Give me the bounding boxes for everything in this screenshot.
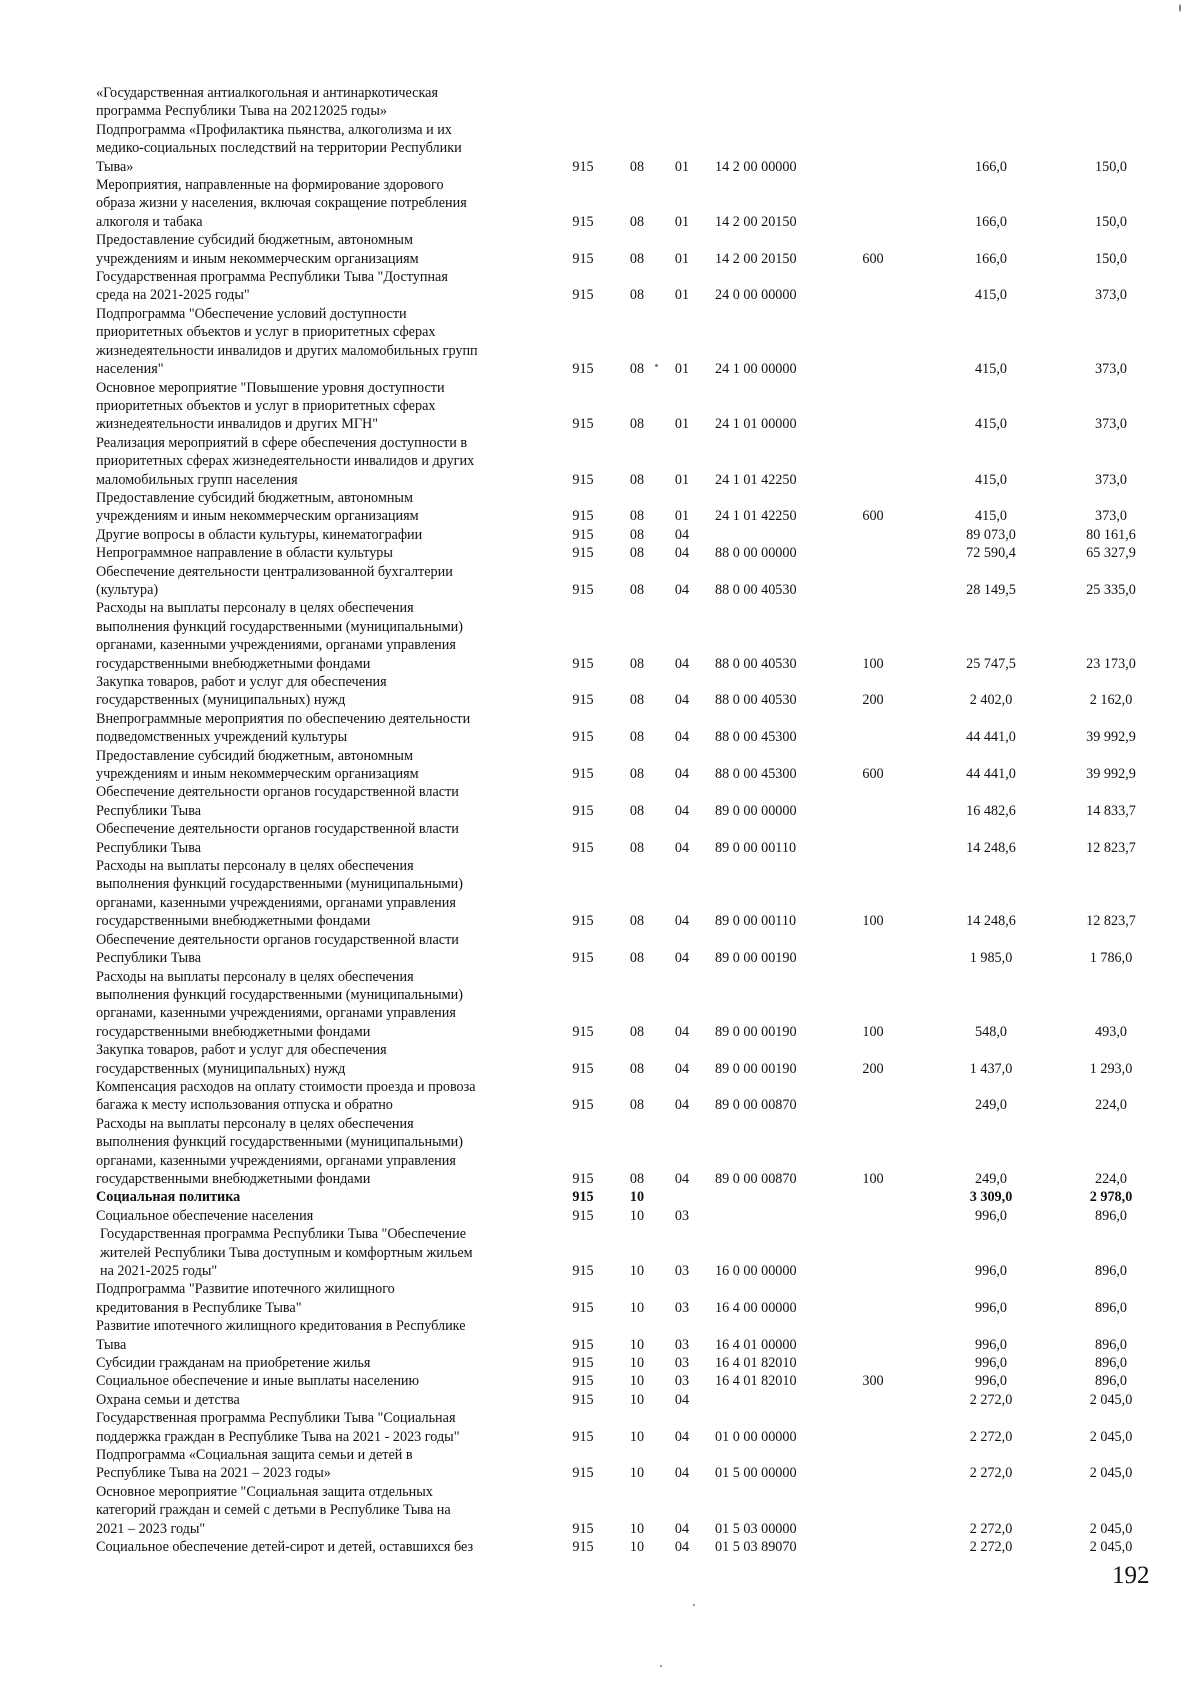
section-code: 08 xyxy=(629,1060,645,1077)
subsection-code: 01 xyxy=(674,508,690,525)
section-code: 10 xyxy=(629,1428,645,1445)
table-row xyxy=(96,84,1156,121)
subsection-code: 03 xyxy=(674,1299,690,1316)
expense-type-code: 100 xyxy=(862,1170,884,1187)
section-code: 08 xyxy=(629,950,645,967)
table-row xyxy=(96,1317,1156,1354)
target-article-code: 89 0 00 00000 xyxy=(715,802,797,819)
target-article-code: 88 0 00 40530 xyxy=(715,655,797,672)
admin-code: 915 xyxy=(572,1465,594,1482)
row-description: Подпрограмма «Профилактика пьянства, алкоголизма и их медико-социальных последствий на территории Республики Тыва» xyxy=(96,121,462,175)
table-row xyxy=(96,931,1156,968)
row-description: Мероприятия, направленные на формирование здорового образа жизни у населения, включая сокращение потребления алкоголя и табака xyxy=(96,177,467,230)
amount-2023: 2 978,0 xyxy=(1089,1189,1133,1206)
amount-2022: 44 441,0 xyxy=(966,729,1016,746)
section-code: 08 xyxy=(629,471,645,488)
admin-code: 915 xyxy=(572,250,594,267)
admin-code: 915 xyxy=(572,1060,594,1077)
row-description: Государственная программа Республики Тыва "Обеспечение жителей Республики Тыва доступным и комфортным жильем на 2021-2025 годы" xyxy=(100,1226,473,1279)
amount-2022: 2 272,0 xyxy=(969,1428,1013,1445)
section-code: 08 xyxy=(629,508,645,525)
budget-table xyxy=(96,84,1156,1557)
admin-code: 915 xyxy=(572,1391,594,1408)
section-code: 08 xyxy=(629,802,645,819)
subsection-code: 04 xyxy=(674,545,690,562)
amount-2023: 39 992,9 xyxy=(1086,766,1136,783)
subsection-code: 04 xyxy=(674,729,690,746)
subsection-code: 01 xyxy=(674,287,690,304)
amount-2023: 65 327,9 xyxy=(1086,545,1136,562)
row-description: Социальное обеспечение и иные выплаты населению xyxy=(96,1373,420,1390)
amount-2023: 896,0 xyxy=(1095,1207,1127,1224)
table-row xyxy=(96,526,1156,544)
table-row xyxy=(96,1391,1156,1409)
admin-code: 915 xyxy=(572,802,594,819)
section-code: 08 xyxy=(629,913,645,930)
admin-code: 915 xyxy=(572,913,594,930)
target-article-code: 14 2 00 20150 xyxy=(715,250,797,267)
amount-2022: 415,0 xyxy=(975,471,1007,488)
row-description: Субсидии гражданам на приобретение жилья xyxy=(96,1355,371,1372)
amount-2023: 1 293,0 xyxy=(1089,1060,1133,1077)
amount-2022: 72 590,4 xyxy=(966,545,1016,562)
expense-type-code: 100 xyxy=(862,913,884,930)
admin-code: 915 xyxy=(572,1023,594,1040)
subsection-code: 01 xyxy=(674,416,690,433)
target-article-code: 89 0 00 00870 xyxy=(715,1170,797,1187)
amount-2023: 2 045,0 xyxy=(1089,1391,1133,1408)
expense-type-code: 100 xyxy=(862,1023,884,1040)
target-article-code: 88 0 00 40530 xyxy=(715,581,797,598)
amount-2022: 996,0 xyxy=(975,1263,1007,1279)
target-article-code: 88 0 00 40530 xyxy=(715,692,797,709)
section-code: 08 xyxy=(629,1170,645,1187)
section-code: 10 xyxy=(629,1539,645,1556)
section-code: 08 xyxy=(629,1097,645,1114)
row-description: Охрана семьи и детства xyxy=(96,1391,240,1408)
amount-2022: 249,0 xyxy=(975,1170,1007,1187)
row-description: Социальное обеспечение детей-сирот и детей, оставшихся без xyxy=(96,1539,474,1556)
expense-type-code: 600 xyxy=(862,508,884,525)
amount-2023: 150,0 xyxy=(1095,213,1127,230)
row-description: Непрограммное направление в области культуры xyxy=(96,545,393,562)
table-row xyxy=(96,710,1156,747)
subsection-code: 04 xyxy=(674,1428,690,1445)
table-row xyxy=(96,1483,1156,1538)
amount-2022: 14 248,6 xyxy=(966,913,1016,930)
amount-2022: 89 073,0 xyxy=(966,526,1016,543)
table-row xyxy=(96,1354,1156,1372)
amount-2023: 23 173,0 xyxy=(1086,655,1136,672)
row-description: Расходы на выплаты персоналу в целях обеспечения выполнения функций государственными (муниципальными) органами, казенными учреждениями, органами управления государственными внебюджетными фондами xyxy=(96,858,463,930)
admin-code: 915 xyxy=(572,545,594,562)
subsection-code: 04 xyxy=(674,1520,690,1537)
subsection-code: 01 xyxy=(674,471,690,488)
row-description: Внепрограммные мероприятия по обеспечению деятельности подведомственных учреждений культуры xyxy=(96,710,471,746)
subsection-code: 04 xyxy=(674,839,690,856)
row-description: Государственная программа Республики Тыва "Доступная среда на 2021-2025 годы" xyxy=(96,269,448,304)
table-row xyxy=(96,305,1156,379)
admin-code: 915 xyxy=(572,1189,594,1206)
section-code: 08 xyxy=(629,729,645,746)
subsection-code: 04 xyxy=(674,766,690,783)
table-row xyxy=(96,747,1156,784)
amount-2022: 16 482,6 xyxy=(966,802,1016,819)
subsection-code: 04 xyxy=(674,1023,690,1040)
row-description: Реализация мероприятий в сфере обеспечения доступности в приоритетных сферах жизнедеятельности инвалидов и других маломобильных групп населения xyxy=(96,434,475,488)
admin-code: 915 xyxy=(572,213,594,230)
section-code: 08 xyxy=(629,250,645,267)
amount-2022: 1 985,0 xyxy=(969,950,1013,967)
section-code: 08 xyxy=(629,766,645,783)
row-description: Предоставление субсидий бюджетным, автономным учреждениям и иным некоммерческим организациям xyxy=(96,232,419,267)
amount-2023: 14 833,7 xyxy=(1086,802,1136,819)
admin-code: 915 xyxy=(572,839,594,856)
subsection-code: 04 xyxy=(674,581,690,598)
row-description: Обеспечение деятельности органов государственной власти Республики Тыва xyxy=(96,931,459,967)
table-row xyxy=(96,673,1156,710)
subsection-code: 01 xyxy=(674,250,690,267)
amount-2023: 2 045,0 xyxy=(1089,1428,1133,1445)
target-article-code: 88 0 00 45300 xyxy=(715,729,797,746)
row-description: Закупка товаров, работ и услуг для обеспечения государственных (муниципальных) нужд xyxy=(96,674,387,709)
amount-2022: 2 402,0 xyxy=(969,692,1013,709)
target-article-code: 01 5 03 89070 xyxy=(715,1539,797,1556)
section-code: 10 xyxy=(629,1336,645,1353)
amount-2023: 2 045,0 xyxy=(1089,1539,1133,1556)
amount-2022: 2 272,0 xyxy=(969,1391,1013,1408)
amount-2023: 896,0 xyxy=(1095,1299,1127,1316)
target-article-code: 16 0 00 00000 xyxy=(715,1263,797,1279)
amount-2022: 996,0 xyxy=(975,1207,1007,1224)
table-row xyxy=(96,489,1156,526)
target-article-code: 89 0 00 00110 xyxy=(715,913,797,930)
row-description: Другие вопросы в области культуры, кинематографии xyxy=(96,526,423,543)
amount-2023: 896,0 xyxy=(1095,1263,1127,1279)
section-code: 10 xyxy=(629,1465,645,1482)
amount-2022: 2 272,0 xyxy=(969,1520,1013,1537)
admin-code: 915 xyxy=(572,471,594,488)
table-row xyxy=(96,121,1156,176)
row-description: Закупка товаров, работ и услуг для обеспечения государственных (муниципальных) нужд xyxy=(96,1042,387,1077)
row-description: Государственная программа Республики Тыва "Социальная поддержка граждан в Республике Тыва на 2021 - 2023 годы" xyxy=(96,1410,460,1445)
subsection-code: 03 xyxy=(674,1373,690,1390)
target-article-code: 89 0 00 00190 xyxy=(715,950,797,967)
subsection-code: 01 xyxy=(674,361,690,378)
amount-2022: 25 747,5 xyxy=(966,655,1016,672)
amount-2022: 415,0 xyxy=(975,508,1007,525)
admin-code: 915 xyxy=(572,1336,594,1353)
amount-2023: 2 045,0 xyxy=(1089,1520,1133,1537)
amount-2023: 12 823,7 xyxy=(1086,839,1136,856)
subsection-code: 04 xyxy=(674,692,690,709)
row-description: Подпрограмма «Социальная защита семьи и детей в Республике Тыва на 2021 – 2023 годы» xyxy=(96,1447,413,1482)
subsection-code: 03 xyxy=(674,1336,690,1353)
subsection-code: 03 xyxy=(674,1355,690,1372)
target-article-code: 24 1 01 42250 xyxy=(715,471,797,488)
table-row xyxy=(96,968,1156,1042)
target-article-code: 88 0 00 00000 xyxy=(715,545,797,562)
amount-2022: 3 309,0 xyxy=(969,1189,1013,1206)
amount-2023: 80 161,6 xyxy=(1086,526,1136,543)
section-code: 10 xyxy=(629,1263,645,1279)
subsection-code: 01 xyxy=(674,158,690,175)
subsection-code: 04 xyxy=(674,1539,690,1556)
section-code: 10 xyxy=(629,1189,645,1206)
admin-code: 915 xyxy=(572,1170,594,1187)
admin-code: 915 xyxy=(572,766,594,783)
section-code: 10 xyxy=(629,1373,645,1390)
target-article-code: 89 0 00 00190 xyxy=(715,1060,797,1077)
section-code: 08 xyxy=(629,158,645,175)
target-article-code: 89 0 00 00190 xyxy=(715,1023,797,1040)
admin-code: 915 xyxy=(572,158,594,175)
table-row xyxy=(96,1115,1156,1189)
scan-speck xyxy=(1179,4,1181,12)
amount-2023: 896,0 xyxy=(1095,1373,1127,1390)
admin-code: 915 xyxy=(572,1207,594,1224)
target-article-code: 01 5 00 00000 xyxy=(715,1465,797,1482)
section-code: 08 xyxy=(629,692,645,709)
table-row xyxy=(96,563,1156,600)
section-code: 08 xyxy=(629,1023,645,1040)
target-article-code: 88 0 00 45300 xyxy=(715,766,797,783)
amount-2023: 2 045,0 xyxy=(1089,1465,1133,1482)
amount-2022: 166,0 xyxy=(975,250,1007,267)
target-article-code: 24 1 01 00000 xyxy=(715,416,797,433)
subsection-code: 04 xyxy=(674,1097,690,1114)
row-description: Обеспечение деятельности централизованной бухгалтерии (культура) xyxy=(96,563,453,598)
admin-code: 915 xyxy=(572,950,594,967)
scan-speck xyxy=(693,1604,695,1606)
amount-2023: 373,0 xyxy=(1095,416,1127,433)
subsection-code: 03 xyxy=(674,1207,690,1224)
amount-2022: 28 149,5 xyxy=(966,581,1016,598)
amount-2022: 249,0 xyxy=(975,1097,1007,1114)
subsection-code: 04 xyxy=(674,655,690,672)
table-row xyxy=(96,231,1156,268)
admin-code: 915 xyxy=(572,361,594,378)
row-description: Расходы на выплаты персоналу в целях обеспечения выполнения функций государственными (муниципальными) органами, казенными учреждениями, органами управления государственными внебюджетными фондами xyxy=(96,1115,463,1187)
admin-code: 915 xyxy=(572,1097,594,1114)
subsection-code: 04 xyxy=(674,526,690,543)
row-description: Обеспечение деятельности органов государственной власти Республики Тыва xyxy=(96,821,459,856)
row-description: Расходы на выплаты персоналу в целях обеспечения выполнения функций государственными (муниципальными) органами, казенными учреждениями, органами управления государственными внебюджетными фондами xyxy=(96,968,463,1040)
subsection-code: 04 xyxy=(674,802,690,819)
subsection-code: 04 xyxy=(674,1391,690,1408)
table-row xyxy=(96,268,1156,305)
amount-2023: 1 786,0 xyxy=(1089,950,1133,967)
admin-code: 915 xyxy=(572,508,594,525)
table-row xyxy=(96,1207,1156,1225)
row-description: «Государственная антиалкогольная и антинаркотическая программа Республики Тыва на 20212025 годы» xyxy=(96,85,438,120)
admin-code: 915 xyxy=(572,1299,594,1316)
amount-2023: 2 162,0 xyxy=(1089,692,1133,709)
row-description: Компенсация расходов на оплату стоимости проезда и провоза багажа к месту использования отпуска и обратно xyxy=(96,1078,476,1114)
section-code: 08 xyxy=(629,581,645,598)
admin-code: 915 xyxy=(572,1539,594,1556)
table-row xyxy=(96,857,1156,931)
row-description: Подпрограмма "Обеспечение условий доступности приоритетных объектов и услуг в приоритетных сферах жизнедеятельности инвалидов и других маломобильных групп населения" xyxy=(96,305,478,378)
subsection-code: 04 xyxy=(674,1170,690,1187)
section-code: 08 xyxy=(629,213,645,230)
row-description: Предоставление субсидий бюджетным, автономным учреждениям и иным некоммерческим организациям xyxy=(96,747,419,783)
amount-2023: 373,0 xyxy=(1095,508,1127,525)
table-row xyxy=(96,1280,1156,1317)
row-description: Социальное обеспечение населения xyxy=(96,1207,314,1224)
row-description: Обеспечение деятельности органов государственной власти Республики Тыва xyxy=(96,784,459,819)
amount-2023: 896,0 xyxy=(1095,1355,1127,1372)
amount-2023: 373,0 xyxy=(1095,471,1127,488)
scan-speck xyxy=(655,364,658,367)
section-code: 08 xyxy=(629,416,645,433)
amount-2023: 25 335,0 xyxy=(1086,581,1136,598)
amount-2023: 493,0 xyxy=(1095,1023,1127,1040)
target-article-code: 01 0 00 00000 xyxy=(715,1428,797,1445)
amount-2022: 996,0 xyxy=(975,1355,1007,1372)
expense-type-code: 200 xyxy=(862,1060,884,1077)
subsection-code: 04 xyxy=(674,1060,690,1077)
table-row xyxy=(96,820,1156,857)
table-row xyxy=(96,1078,1156,1115)
amount-2023: 224,0 xyxy=(1095,1097,1127,1114)
target-article-code: 24 1 00 00000 xyxy=(715,361,797,378)
section-code: 08 xyxy=(629,655,645,672)
target-article-code: 14 2 00 00000 xyxy=(715,158,797,175)
section-code: 10 xyxy=(629,1391,645,1408)
table-row xyxy=(96,1372,1156,1390)
amount-2022: 996,0 xyxy=(975,1373,1007,1390)
target-article-code: 89 0 00 00110 xyxy=(715,839,797,856)
amount-2022: 2 272,0 xyxy=(969,1539,1013,1556)
scan-speck xyxy=(660,1665,662,1667)
section-code: 08 xyxy=(629,839,645,856)
amount-2022: 548,0 xyxy=(975,1023,1007,1040)
expense-type-code: 600 xyxy=(862,766,884,783)
admin-code: 915 xyxy=(572,526,594,543)
admin-code: 915 xyxy=(572,729,594,746)
amount-2023: 150,0 xyxy=(1095,158,1127,175)
section-code: 08 xyxy=(629,526,645,543)
admin-code: 915 xyxy=(572,287,594,304)
admin-code: 915 xyxy=(572,1428,594,1445)
amount-2023: 150,0 xyxy=(1095,250,1127,267)
target-article-code: 01 5 03 00000 xyxy=(715,1520,797,1537)
row-description: Подпрограмма "Развитие ипотечного жилищного кредитования в Республике Тыва" xyxy=(96,1281,395,1316)
table-row xyxy=(96,434,1156,489)
admin-code: 915 xyxy=(572,692,594,709)
admin-code: 915 xyxy=(572,581,594,598)
table-row xyxy=(96,1409,1156,1446)
expense-type-code: 100 xyxy=(862,655,884,672)
amount-2022: 2 272,0 xyxy=(969,1465,1013,1482)
table-row xyxy=(96,1041,1156,1078)
section-code: 08 xyxy=(629,361,645,378)
row-description: Развитие ипотечного жилищного кредитования в Республике Тыва xyxy=(96,1318,466,1353)
target-article-code: 24 1 01 42250 xyxy=(715,508,797,525)
section-code: 08 xyxy=(629,545,645,562)
target-article-code: 16 4 00 00000 xyxy=(715,1299,797,1316)
section-code: 10 xyxy=(629,1207,645,1224)
amount-2022: 1 437,0 xyxy=(969,1060,1013,1077)
amount-2023: 373,0 xyxy=(1095,287,1127,304)
section-code: 10 xyxy=(629,1299,645,1316)
target-article-code: 24 0 00 00000 xyxy=(715,287,797,304)
section-code: 08 xyxy=(629,287,645,304)
amount-2022: 166,0 xyxy=(975,213,1007,230)
table-row xyxy=(96,544,1156,562)
table-row xyxy=(96,176,1156,231)
expense-type-code: 200 xyxy=(862,692,884,709)
admin-code: 915 xyxy=(572,1520,594,1537)
amount-2022: 166,0 xyxy=(975,158,1007,175)
amount-2022: 996,0 xyxy=(975,1299,1007,1316)
amount-2023: 224,0 xyxy=(1095,1170,1127,1187)
admin-code: 915 xyxy=(572,416,594,433)
target-article-code: 16 4 01 82010 xyxy=(715,1373,797,1390)
target-article-code: 16 4 01 00000 xyxy=(715,1336,797,1353)
admin-code: 915 xyxy=(572,655,594,672)
table-row xyxy=(96,1188,1156,1206)
section-code: 10 xyxy=(629,1355,645,1372)
row-description: Расходы на выплаты персоналу в целях обеспечения выполнения функций государственными (муниципальными) органами, казенными учреждениями, органами управления государственными внебюджетными фондами xyxy=(96,600,463,672)
admin-code: 915 xyxy=(572,1263,594,1279)
target-article-code: 14 2 00 20150 xyxy=(715,213,797,230)
row-description: Основное мероприятие "Социальная защита отдельных категорий граждан и семей с детьми в Республике Тыва на 2021 – 2023 годы" xyxy=(96,1483,451,1537)
amount-2022: 14 248,6 xyxy=(966,839,1016,856)
row-description: Предоставление субсидий бюджетным, автономным учреждениям и иным некоммерческим организациям xyxy=(96,489,419,525)
admin-code: 915 xyxy=(572,1373,594,1390)
table-row xyxy=(96,1446,1156,1483)
amount-2023: 12 823,7 xyxy=(1086,913,1136,930)
subsection-code: 01 xyxy=(674,213,690,230)
row-description: Социальная политика xyxy=(96,1189,241,1206)
amount-2022: 415,0 xyxy=(975,361,1007,378)
table-row xyxy=(96,1538,1156,1556)
table-row xyxy=(96,379,1156,434)
amount-2022: 415,0 xyxy=(975,416,1007,433)
subsection-code: 04 xyxy=(674,913,690,930)
subsection-code: 04 xyxy=(674,950,690,967)
amount-2022: 415,0 xyxy=(975,287,1007,304)
target-article-code: 89 0 00 00870 xyxy=(715,1097,797,1114)
subsection-code: 03 xyxy=(674,1263,690,1279)
amount-2022: 44 441,0 xyxy=(966,766,1016,783)
admin-code: 915 xyxy=(572,1355,594,1372)
table-row xyxy=(96,1225,1156,1280)
amount-2023: 39 992,9 xyxy=(1086,729,1136,746)
target-article-code: 16 4 01 82010 xyxy=(715,1355,797,1372)
table-row xyxy=(96,783,1156,820)
expense-type-code: 600 xyxy=(862,250,884,267)
amount-2023: 896,0 xyxy=(1095,1336,1127,1353)
expense-type-code: 300 xyxy=(862,1373,884,1390)
section-code: 10 xyxy=(629,1520,645,1537)
amount-2022: 996,0 xyxy=(975,1336,1007,1353)
page-number: 192 xyxy=(1112,1562,1150,1589)
subsection-code: 04 xyxy=(674,1465,690,1482)
amount-2023: 373,0 xyxy=(1095,361,1127,378)
row-description: Основное мероприятие "Повышение уровня доступности приоритетных объектов и услуг в приоритетных сферах жизнедеятельности инвалидов и других МГН" xyxy=(96,379,445,433)
table-row xyxy=(96,599,1156,673)
